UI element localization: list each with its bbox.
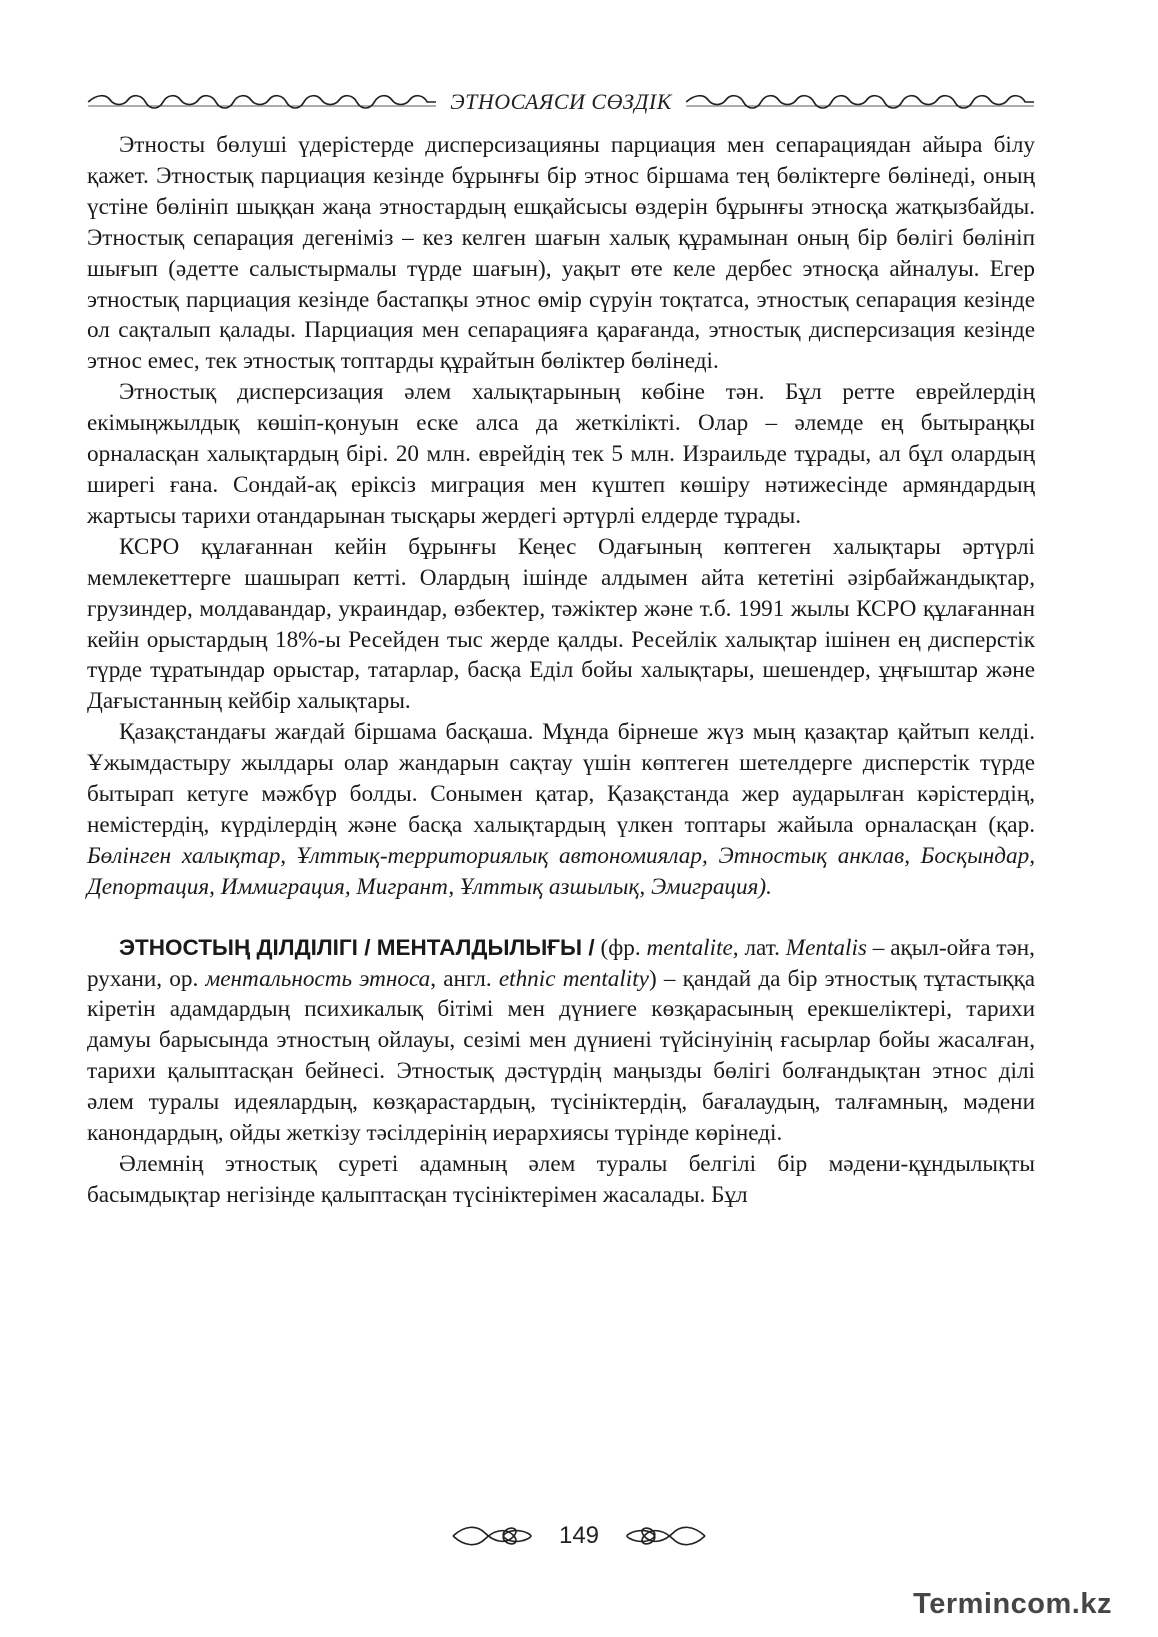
ornament-right-icon bbox=[684, 92, 1036, 112]
header-title: ЭТНОСАЯСИ СӨЗДІК bbox=[450, 89, 672, 114]
page-number: 149 bbox=[558, 1522, 600, 1549]
running-header bbox=[86, 88, 1036, 116]
ornament-left-icon bbox=[86, 92, 438, 112]
cross-references: Бөлінген халықтар, Ұлттық-территориялық автономиялар, Этностық анклав, Босқындар, Депортация, Иммиграция, Мигрант, Ұлттық азшылық, Эмиграция). bbox=[87, 842, 1035, 900]
etymology-text: , англ. bbox=[430, 965, 499, 992]
etymology-text: – ақыл-ойға тән, рухани, ор. bbox=[87, 934, 1035, 992]
page-body bbox=[87, 130, 1035, 1211]
page-footer bbox=[0, 1518, 1158, 1554]
flourish-right-icon bbox=[625, 1523, 707, 1549]
term-russian: ментальность этноса bbox=[205, 965, 431, 992]
paragraph-kazakhstan bbox=[87, 717, 1035, 902]
paragraph-dispersion: Этностық дисперсизация әлем халықтарының көбіне тән. Бұл ретте еврейлердің екімыңжылдық көшіп-қонуын еске алса да жеткілікті. Олар – әлемде ең бытыраңқы орналасқан халықтардың бірі. 20 млн. еврейдің тек 5 млн. Израильде тұрады, ал бұл олардың ширегі ғана. Сондай-ақ еріксіз миграция мен күштеп көшіру нәтижесінде армяндардың жартысы тарихи отандарынан тысқары жердегі әртүрлі елдерде тұрады. bbox=[87, 379, 1035, 529]
definition-text: ) – қандай да бір этностық тұтастыққа кіретін адамдардың психикалық бітімі мен дүниеге көзқарасының ерекшеліктері, тарихи дамуы барысында этностың ойлауы, сезімі мен дүниені түйсінуінің ғасырлар бойы жасалған, тарихи қалыптасқан бейнесі. Этностық дәстүрдің маңызды бөлігі болғандықтан этнос ділі әлем туралы идеялардың, көзқарастардың, түсініктердің, бағалаудың, талғамның, мәдени канондардың, ойды жеткізу тәсілдерінің иерархиясы түрінде көрінеді. bbox=[87, 965, 1036, 1147]
etymology-text: (фр. bbox=[594, 934, 647, 961]
flourish-left-icon bbox=[451, 1523, 533, 1549]
term-french: mentalite, bbox=[646, 934, 739, 961]
paragraph-partition: Этносты бөлуші үдерістерде дисперсизацияны парциация мен сепарациядан айыра білу қажет. Этностық парциация кезінде бұрынғы бір этнос біршама тең бөліктерге бөлінеді, оның үстіне бөлініп шыққан жаңа этностардың ешқайсысы өздерін бұрынғы этносқа жатқызбайды. Этностық сепарация дегеніміз – кез келген шағын халық құрамынан оның бір бөлігі бөлініп шығып (әдетте салыстырмалы түрде шағын), уақыт өте келе дербес этносқа айналуы. Егер этностық парциация кезінде бастапқы этнос өмір сүруін тоқтатса, этностық сепарация кезінде ол сақталып қалады. Парциация мен сепарацияға қарағанда, этностық дисперсизация кезінде этнос емес, тек этностық топтарды құрайтын бөліктер бөлінеді. bbox=[87, 132, 1035, 375]
watermark: Termincom.kz bbox=[913, 1588, 1112, 1620]
entry-heading: ЭТНОСТЫҢ ДІЛДІЛІГІ / МЕНТАЛДЫЛЫҒЫ / bbox=[119, 934, 595, 960]
paragraph-kazakhstan-text: Қазақстандағы жағдай біршама басқаша. Мұнда бірнеше жүз мың қазақтар қайтып келді. Ұжымдастыру жылдары олар жандарын сақтау үшін көптеген шетелдерге дисперстік түрде бытырап кетуге мәжбүр болды. Сонымен қатар, Қазақстанда жер аударылған кәрістердің, немістердің, күрділердің және басқа халықтардың үлкен топтары жайыла орналасқан (қар. bbox=[87, 719, 1035, 838]
paragraph-world-picture: Әлемнің этностық суреті адамның әлем туралы белгілі бір мәдени-құндылықты басымдықтар негізінде қалыптасқан түсініктерімен жасалады. Бұл bbox=[87, 1151, 1035, 1208]
etymology-text: лат. bbox=[738, 934, 786, 961]
paragraph-ussr: КСРО құлағаннан кейін бұрынғы Кеңес Одағының көптеген халықтары әртүрлі мемлекеттерге шашырап кетті. Олардың ішінде алдымен айта кететіні әзірбайжандықтар, грузиндер, молдавандар, украиндар, өзбектер, тәжіктер және т.б. 1991 жылы КСРО құлағаннан кейін орыстардың 18%-ы Ресейден тыс жерде қалды. Ресейлік халықтар ішінен ең дисперстік түрде тұратындар орыстар, татарлар, басқа Еділ бойы халықтары, шешендер, ұңғыштар және Дағыстанның кейбір халықтары. bbox=[87, 533, 1035, 715]
term-english: ethnic mentality bbox=[498, 965, 649, 992]
term-latin: Mentalis bbox=[785, 934, 867, 961]
entry-mentality bbox=[87, 933, 1035, 1149]
